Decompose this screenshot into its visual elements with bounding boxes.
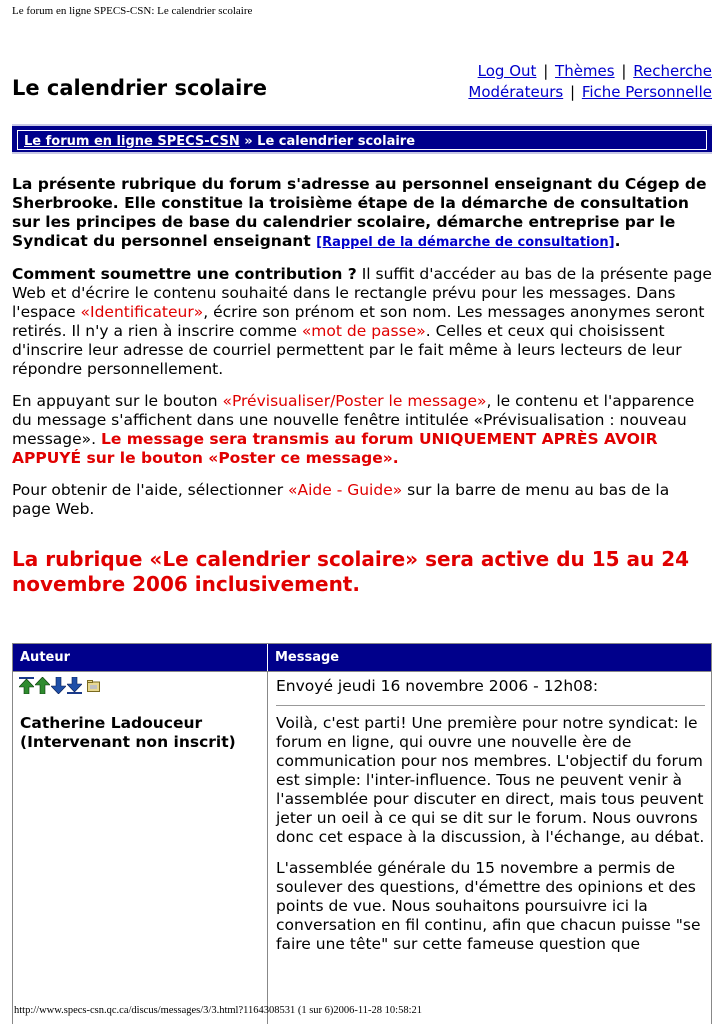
post-paragraph: Voilà, c'est parti! Une première pour notre syndicat: le forum en ligne, qui ouvre une nouvelle ère de communication pour nos membres. L'objectif du forum est simple: l'inter-influence. Tous ne peuvent venir à l'assemblée pour discuter en direct, mais tous peuvent jeter un oeil à ce qui se dit sur le forum. Nous ouvrons donc cet espace à la discussion, à l'échange, au débat. <box>276 714 705 846</box>
preview-button-term: «Prévisualiser/Poster le message» <box>222 392 487 410</box>
howto-text: , écrire son prénom et son nom. Les messages anonymes seront retirés. Il n'y a rien à inscrire comme <box>12 303 705 340</box>
post-paragraph: L'assemblée générale du 15 novembre a permis de soulever des questions, d'émettre des opinions et des points de vue. Nous souhaitons poursuivre ici la conversation en fil continu, afin que chacun puisse "se faire une tête" sur cette fameuse question que <box>276 859 701 953</box>
message-cell <box>268 672 711 1024</box>
posts-table-header <box>13 644 711 671</box>
link-separator: | <box>569 83 576 101</box>
howto-paragraph <box>12 265 712 379</box>
consultation-reminder-link[interactable]: [Rappel de la démarche de consultation] <box>316 235 615 250</box>
howto-text: . Celles et ceux qui choisissent d'inscrire leur adresse de courriel permettent par le fait même à leurs lecteurs de leur répondre personnellement. <box>12 322 682 378</box>
page-title: Le calendrier scolaire <box>12 76 267 100</box>
message-divider <box>276 705 705 706</box>
page-content <box>12 175 712 597</box>
password-term: «mot de passe» <box>301 322 426 340</box>
help-text: Pour obtenir de l'aide, sélectionner <box>12 481 288 499</box>
post-author: Catherine Ladouceur (Intervenant non inscrit) <box>20 714 236 751</box>
posts-table <box>12 643 712 1024</box>
preview-paragraph <box>12 392 712 468</box>
message-column-header: Message <box>275 650 340 665</box>
top-links <box>468 61 712 103</box>
link-separator: | <box>543 62 549 80</box>
help-paragraph <box>12 481 712 519</box>
preview-warning: Le message sera transmis au forum UNIQUEMENT APRÈS AVOIR APPUYÉ sur le bouton «Poster ce message». <box>12 430 658 467</box>
help-text: sur la barre de menu au bas de la page Web. <box>12 481 670 518</box>
howto-question: Comment soumettre une contribution ? <box>12 265 357 283</box>
breadcrumb-forum-link[interactable]: Le forum en ligne SPECS-CSN <box>24 134 240 149</box>
author-cell <box>13 672 268 1024</box>
post-icons <box>19 677 100 694</box>
themes-link[interactable]: Thèmes <box>555 62 615 80</box>
howto-text: Il suffit d'accéder au bas de la présente page Web et d'écrire le contenu souhaité dans le rectangle prévu pour les messages. Dans l'espace <box>12 265 712 321</box>
intro-paragraph <box>12 175 712 252</box>
print-header: Le forum en ligne SPECS-CSN: Le calendrier scolaire <box>12 5 253 17</box>
search-link[interactable]: Recherche <box>633 62 712 80</box>
breadcrumb-separator: » <box>244 134 253 149</box>
arrow-up-top-icon[interactable] <box>19 677 34 694</box>
profile-link[interactable]: Fiche Personnelle <box>581 83 712 101</box>
breadcrumb-bar <box>12 124 712 154</box>
post-date: Envoyé jeudi 16 novembre 2006 - 12h08: <box>276 677 599 695</box>
preview-text: , le contenu et l'apparence du message s'affichent dans une nouvelle fenêtre intitulée «Prévisualisation : nouveau message». <box>12 392 695 448</box>
preview-text: En appuyant sur le bouton <box>12 392 223 410</box>
identificateur-term: «Identificateur» <box>80 303 204 321</box>
author-column-header: Auteur <box>13 644 268 671</box>
message-folder-icon[interactable] <box>87 680 100 692</box>
print-footer: http://www.specs-csn.qc.ca/discus/messages/3/3.html?1164308531 (1 sur 6)2006-11-28 10:58:21 <box>14 1005 422 1016</box>
breadcrumb-current: Le calendrier scolaire <box>257 134 416 149</box>
help-guide-term: «Aide - Guide» <box>288 481 403 499</box>
arrow-down-icon[interactable] <box>51 677 66 694</box>
activity-announcement: La rubrique «Le calendrier scolaire» sera active du 15 au 24 novembre 2006 inclusivement. <box>12 547 690 596</box>
breadcrumb <box>17 130 707 150</box>
arrow-up-icon[interactable] <box>35 677 50 694</box>
link-separator: | <box>621 62 627 80</box>
logout-link[interactable]: Log Out <box>477 62 537 80</box>
intro-text: La présente rubrique du forum s'adresse au personnel enseignant du Cégep de Sherbrooke. Elle constitue la troisième étape de la démarche de consultation sur les principes de base du calendrier scolaire, démarche entreprise par le Syndicat du personnel enseignant <box>12 175 707 250</box>
intro-end: . <box>614 232 621 250</box>
post-row <box>13 671 711 1024</box>
arrow-down-bottom-icon[interactable] <box>67 677 82 694</box>
moderators-link[interactable]: Modérateurs <box>468 83 564 101</box>
